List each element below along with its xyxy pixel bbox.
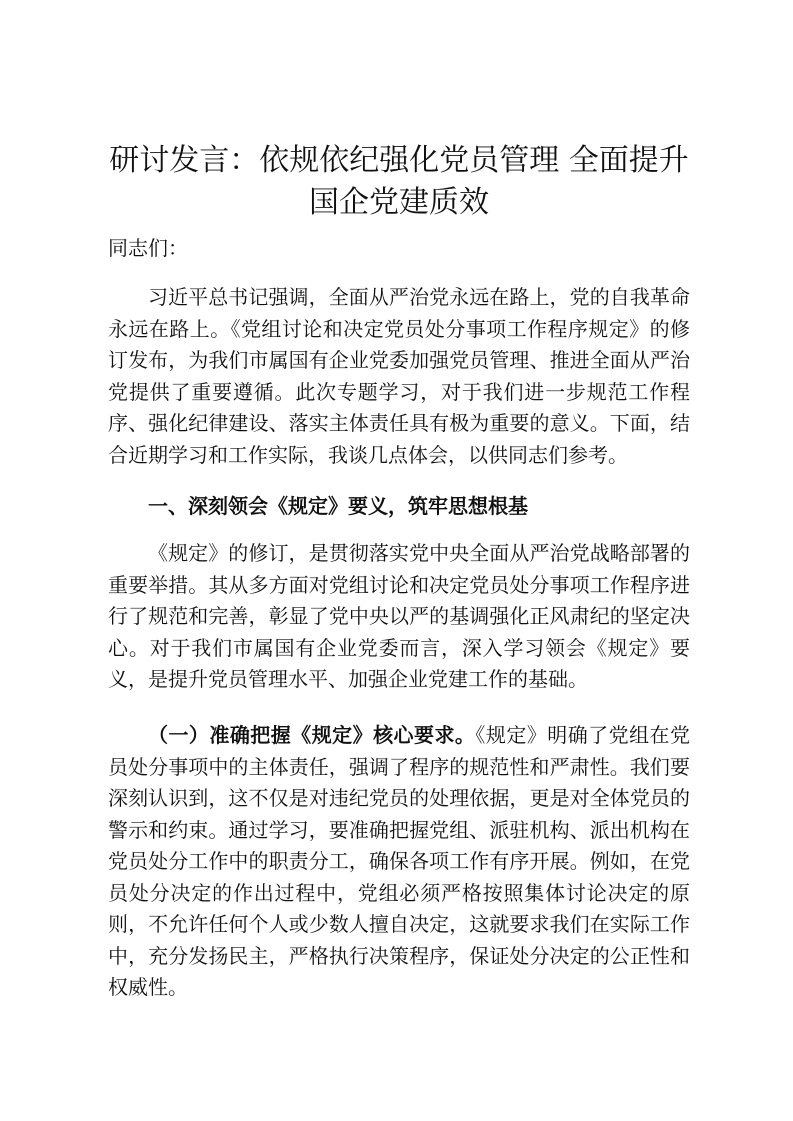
section-heading-1: 一、深刻领会《规定》要义，筑牢思想根基 [148,494,528,518]
document-title-line-2: 国企党建质效 [309,185,489,220]
paragraph-subsection-1 [108,720,690,1004]
subsection-1-lead: （一）准确把握《规定》核心要求。 [148,723,476,747]
paragraph-intro: 习近平总书记强调，全面从严治党永远在路上，党的自我革命永远在路上。《党组讨论和决定党员处分事项工作程序规定》的修订发布，为我们市属国有企业党委加强党员管理、推进全面从严治党提供了重要遵循。此次专题学习，对于我们进一步规范工作程序、强化纪律建设、落实主体责任具有极为重要的意义。下面，结合近期学习和工作实际，我谈几点体会，以供同志们参考。 [108,285,690,467]
paragraph-section-1: 《规定》的修订，是贯彻落实党中央全面从严治党战略部署的重要举措。其从多方面对党组讨论和决定党员处分事项工作程序进行了规范和完善，彰显了党中央以严的基调强化正风肃纪的坚定决心。对于我们市属国有企业党委而言，深入学习领会《规定》要义，是提升党员管理水平、加强企业党建工作的基础。 [108,541,690,691]
salutation: 同志们： [108,236,188,260]
document-title-line-1: 研讨发言：依规依纪强化党员管理 全面提升 [109,143,689,178]
subsection-1-body: 《规定》明确了党组在党员处分事项中的主体责任，强调了程序的规范性和严肃性。我们要深刻认识到，这不仅是对违纪党员的处理依据，更是对全体党员的警示和约束。通过学习，要准确把握党组、派驻机构、派出机构在党员处分工作中的职责分工，确保各项工作有序开展。例如，在党员处分决定的作出过程中，党组必须严格按照集体讨论决定的原则，不允许任何个人或少数人擅自决定，这就要求我们在实际工作中，充分发扬民主，严格执行决策程序，保证处分决定的公正性和权威性。 [108,723,691,999]
document-title [108,140,690,224]
